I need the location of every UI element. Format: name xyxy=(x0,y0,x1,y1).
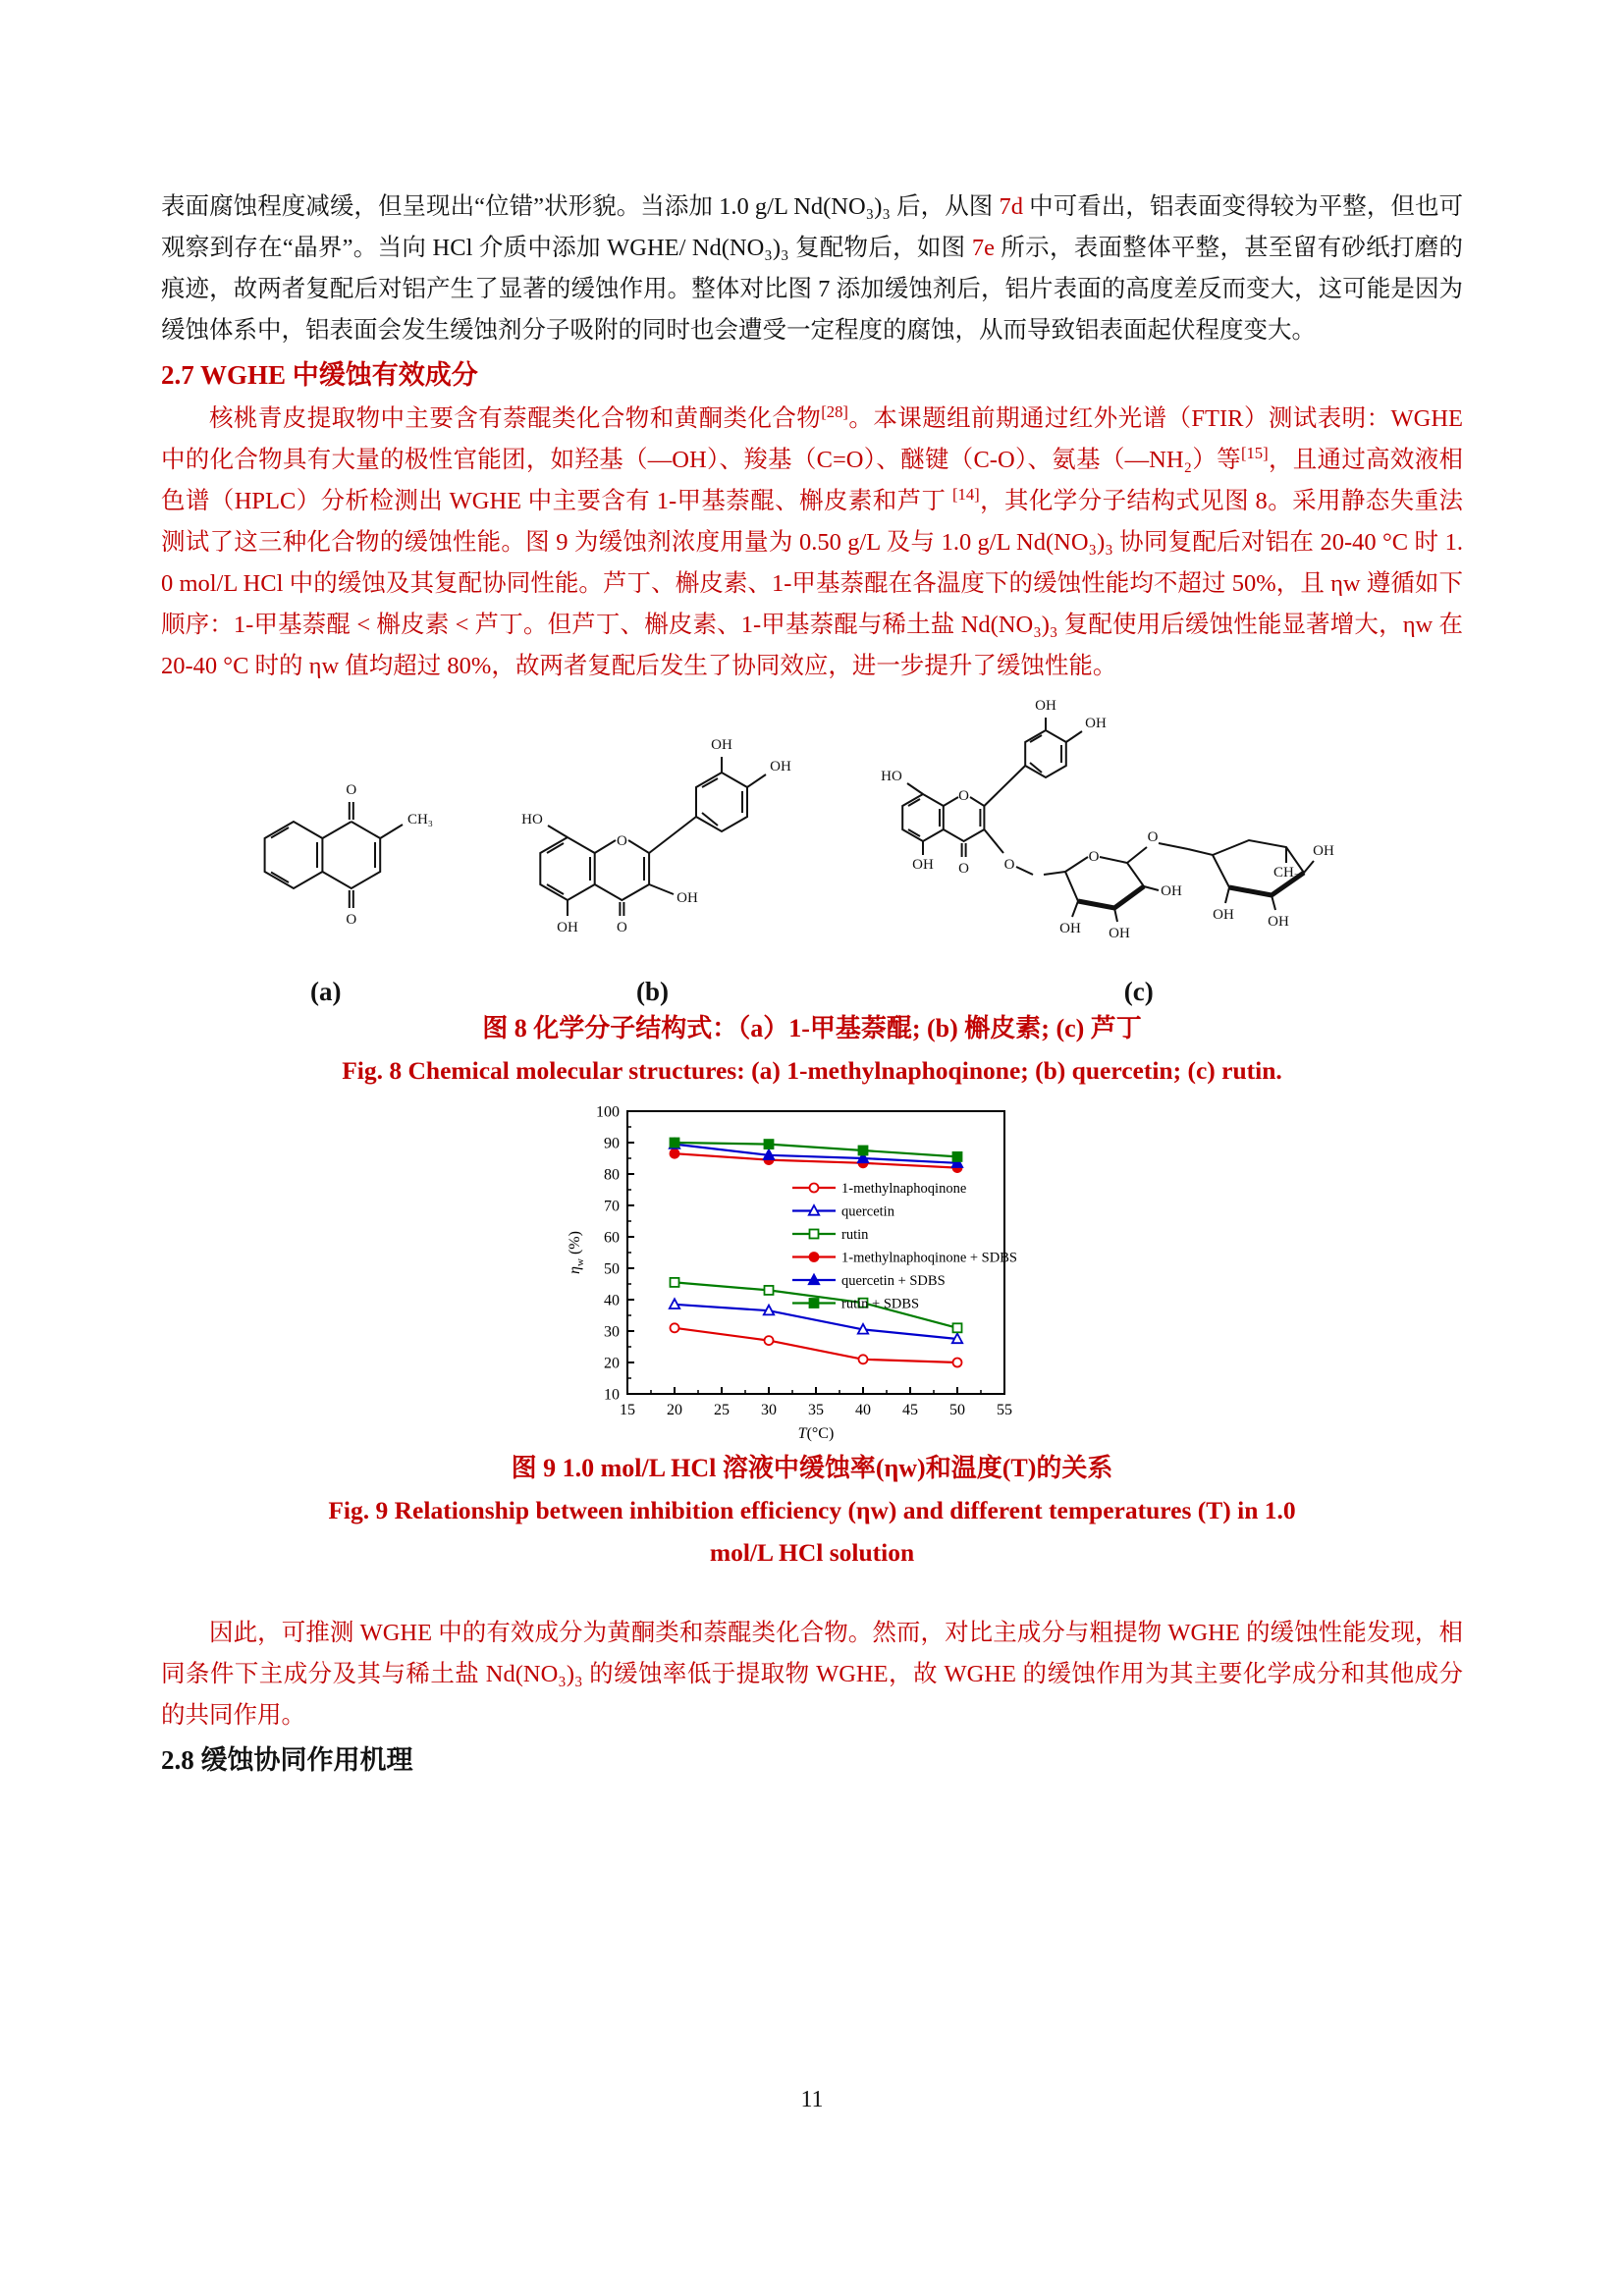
molecule-c-structure xyxy=(864,680,1414,975)
atom-label: OH xyxy=(1212,907,1234,923)
svg-text:30: 30 xyxy=(604,1323,620,1341)
atom-label: CH₃ xyxy=(1272,865,1299,881)
atom-label: OH xyxy=(1108,926,1130,941)
atom-label: O xyxy=(616,920,627,935)
legend-entry xyxy=(792,1181,966,1197)
atom-label: O xyxy=(957,788,969,804)
atom-label: OH xyxy=(1084,716,1107,731)
figure-8-caption-zh: 图 8 化学分子结构式：（a）1-甲基萘醌; (b) 槲皮素; (c) 芦丁 xyxy=(482,1014,1142,1042)
svg-text:ηw (%): $\eta_w$ (%) xyxy=(567,1231,586,1274)
molecule-c-block xyxy=(864,680,1414,1007)
atom-label: OH xyxy=(676,890,698,906)
paragraph-1-text: 所示，表面整体平整，甚至留有砂纸打磨的痕迹，故两者复配后对铝产生了显著的缓蚀作用。整体对比图 7 添加缓蚀剂后，铝片表面的高度差反而变大，这可能是因为缓蚀体系中，铝表面会发生缓蚀剂分子吸附的同时也会遭受一定程度的腐蚀，从而导致铝表面起伏程度变大。 xyxy=(161,235,1463,344)
paragraph-1 xyxy=(161,187,1463,351)
paragraph-2-text: 核桃青皮提取物中主要含有萘醌类化合物和黄酮类化合物 xyxy=(209,405,822,432)
svg-text:20: 20 xyxy=(604,1355,620,1372)
svg-text:35: 35 xyxy=(808,1402,824,1418)
svg-text:55: 55 xyxy=(997,1402,1012,1418)
atom-label: OH xyxy=(710,737,732,753)
atom-label: OH xyxy=(1058,921,1081,936)
atom-label: OH xyxy=(1267,914,1289,930)
atom-label: OH xyxy=(1160,883,1182,899)
legend-entry xyxy=(792,1297,919,1312)
svg-text:40: 40 xyxy=(604,1292,620,1309)
figure-9 xyxy=(161,1097,1463,1447)
legend-entry xyxy=(792,1204,895,1220)
molecule-c-tag: (c) xyxy=(1123,977,1154,1006)
figure-ref-7d: 7d xyxy=(999,193,1023,220)
paragraph-3: 因此，可推测 WGHE 中的有效成分为黄酮类和萘醌类化合物。然而，对比主成分与粗提物 WGHE 的缓蚀性能发现，相同条件下主成分及其与稀土盐 Nd(NO₃)₃ 的缓蚀率低于提取物 WGHE，故 WGHE 的缓蚀作用为其主要化学成分和其他成分的共同作用。 xyxy=(161,1620,1463,1729)
atom-label: HO xyxy=(520,812,543,828)
atom-label: O xyxy=(1088,849,1100,865)
paragraph-2 xyxy=(161,399,1463,687)
citation-14: [14] xyxy=(951,484,980,504)
atom-label: OH xyxy=(556,920,578,935)
svg-text:40: 40 xyxy=(855,1402,871,1418)
molecule-b-block xyxy=(491,712,815,1007)
svg-text:90: 90 xyxy=(604,1135,620,1152)
svg-text:45: 45 xyxy=(902,1402,918,1418)
figure-ref-7e: 7e xyxy=(971,235,995,261)
paragraph-2-text: 。本课题组前期通过红外光谱（FTIR）测试表明：WGHE 中的化合物具有大量的极性官能团，如羟基（—OH）、羧基（C=O）、醚键（C-O）、氨基（—NH₂）等 xyxy=(161,405,1463,473)
svg-text:quercetin: quercetin xyxy=(841,1203,894,1220)
svg-text:rutin: rutin xyxy=(841,1227,869,1243)
figure-8-caption-en: Fig. 8 Chemical molecular structures: (a) 1-methylnaphoqinone; (b) quercetin; (c) rutin. xyxy=(342,1056,1282,1085)
atom-label: OH xyxy=(769,759,791,774)
figure-9-caption-zh: 图 9 1.0 mol/L HCl 溶液中缓蚀率(ηw)和温度(T)的关系 xyxy=(511,1454,1113,1482)
series-1-methylnaphoqinone xyxy=(671,1323,962,1366)
svg-text:quercetin + SDBS: quercetin + SDBS xyxy=(841,1273,946,1289)
fig9-chart xyxy=(561,1097,1063,1447)
svg-text:25: 25 xyxy=(714,1402,730,1418)
section-heading-2-8: 2.8 缓蚀协同作用机理 xyxy=(161,1745,413,1775)
page-number: 11 xyxy=(800,2087,824,2112)
atom-label: HO xyxy=(880,769,902,784)
atom-label: OH xyxy=(911,857,934,873)
molecule-a-block xyxy=(210,727,441,1007)
svg-text:70: 70 xyxy=(604,1198,620,1215)
molecule-b-structure xyxy=(491,712,815,975)
paragraph-2-text: ，其化学分子结构式见图 8。采用静态失重法测试了这三种化合物的缓蚀性能。图 9 为缓蚀剂浓度用量为 0.50 g/L 及与 1.0 g/L Nd(NO₃)₃ 协同复配后对铝在 20-40 °C 时 1.0 mol/L HCl 中的缓蚀及其复配协同性能。芦丁、槲皮素、1-甲基萘醌在各温度下的缓蚀性能均不超过 50%，且 ηw 遵循如下顺序：1-甲基萘醌 < 槲皮素 < 芦丁。但芦丁、槲皮素、1-甲基萘醌与稀土盐 Nd(NO₃)₃ 复配使用后缓蚀性能显著增大，ηw 在 20-40 °C 时的 ηw 值均超过 80%，故两者复配后发生了协同效应，进一步提升了缓蚀性能。 xyxy=(161,488,1464,679)
section-heading-2-7: 2.7 WGHE 中缓蚀有效成分 xyxy=(161,360,478,390)
atom-label: O xyxy=(346,912,357,928)
svg-text:30: 30 xyxy=(761,1402,777,1418)
svg-text:15: 15 xyxy=(620,1402,635,1418)
svg-text:1-methylnaphoqinone + SDBS: 1-methylnaphoqinone + SDBS xyxy=(841,1250,1017,1266)
citation-28: [28] xyxy=(821,401,848,421)
figure-8 xyxy=(161,698,1463,1007)
svg-text:20: 20 xyxy=(667,1402,682,1418)
molecule-a-tag: (a) xyxy=(310,977,342,1006)
svg-text:60: 60 xyxy=(604,1229,620,1247)
molecule-b-tag: (b) xyxy=(636,977,669,1006)
atom-label: O xyxy=(1003,857,1015,873)
legend-entry xyxy=(792,1227,869,1243)
svg-text:rutin + SDBS: rutin + SDBS xyxy=(841,1296,920,1312)
atom-label: OH xyxy=(1312,843,1334,859)
paragraph-1-text: 中可看出，铝表面变得较为平整，但也可观察到存在“晶界”。当向 HCl 介质中添加 WGHE/ Nd(NO₃)₃ 复配物后，如图 xyxy=(161,193,1464,261)
paragraph-1-text: 表面腐蚀程度减缓，但呈现出“位错”状形貌。当添加 1.0 g/L Nd(NO₃)₃ 后，从图 xyxy=(161,193,1000,220)
legend-entry xyxy=(792,1273,946,1289)
atom-label: O xyxy=(346,782,357,798)
atom-label: O xyxy=(957,861,969,877)
paragraph-2-text: ，且通过高效液相色谱（HPLC）分析检测出 WGHE 中主要含有 1-甲基萘醌、槲皮素和芦丁 xyxy=(161,447,1463,514)
svg-text:50: 50 xyxy=(604,1260,620,1278)
svg-text:100: 100 xyxy=(596,1103,620,1121)
svg-text:T(°C): T(°C) xyxy=(797,1425,835,1442)
atom-label: CH₃ xyxy=(407,812,434,828)
legend-entry xyxy=(792,1251,1017,1266)
citation-15: [15] xyxy=(1240,443,1269,462)
atom-label: OH xyxy=(1034,698,1056,714)
svg-text:1-methylnaphoqinone: 1-methylnaphoqinone xyxy=(841,1181,967,1197)
svg-text:10: 10 xyxy=(604,1386,620,1404)
figure-9-caption-en-line1: Fig. 9 Relationship between inhibition efficiency (ηw) and different temperatures (T) in 1.0 xyxy=(328,1496,1296,1524)
svg-text:80: 80 xyxy=(604,1166,620,1184)
svg-text:50: 50 xyxy=(949,1402,965,1418)
atom-label: O xyxy=(616,833,627,849)
atom-label: O xyxy=(1147,829,1159,845)
figure-9-caption-en-line2: mol/L HCl solution xyxy=(709,1538,915,1567)
molecule-a-structure xyxy=(210,727,441,975)
